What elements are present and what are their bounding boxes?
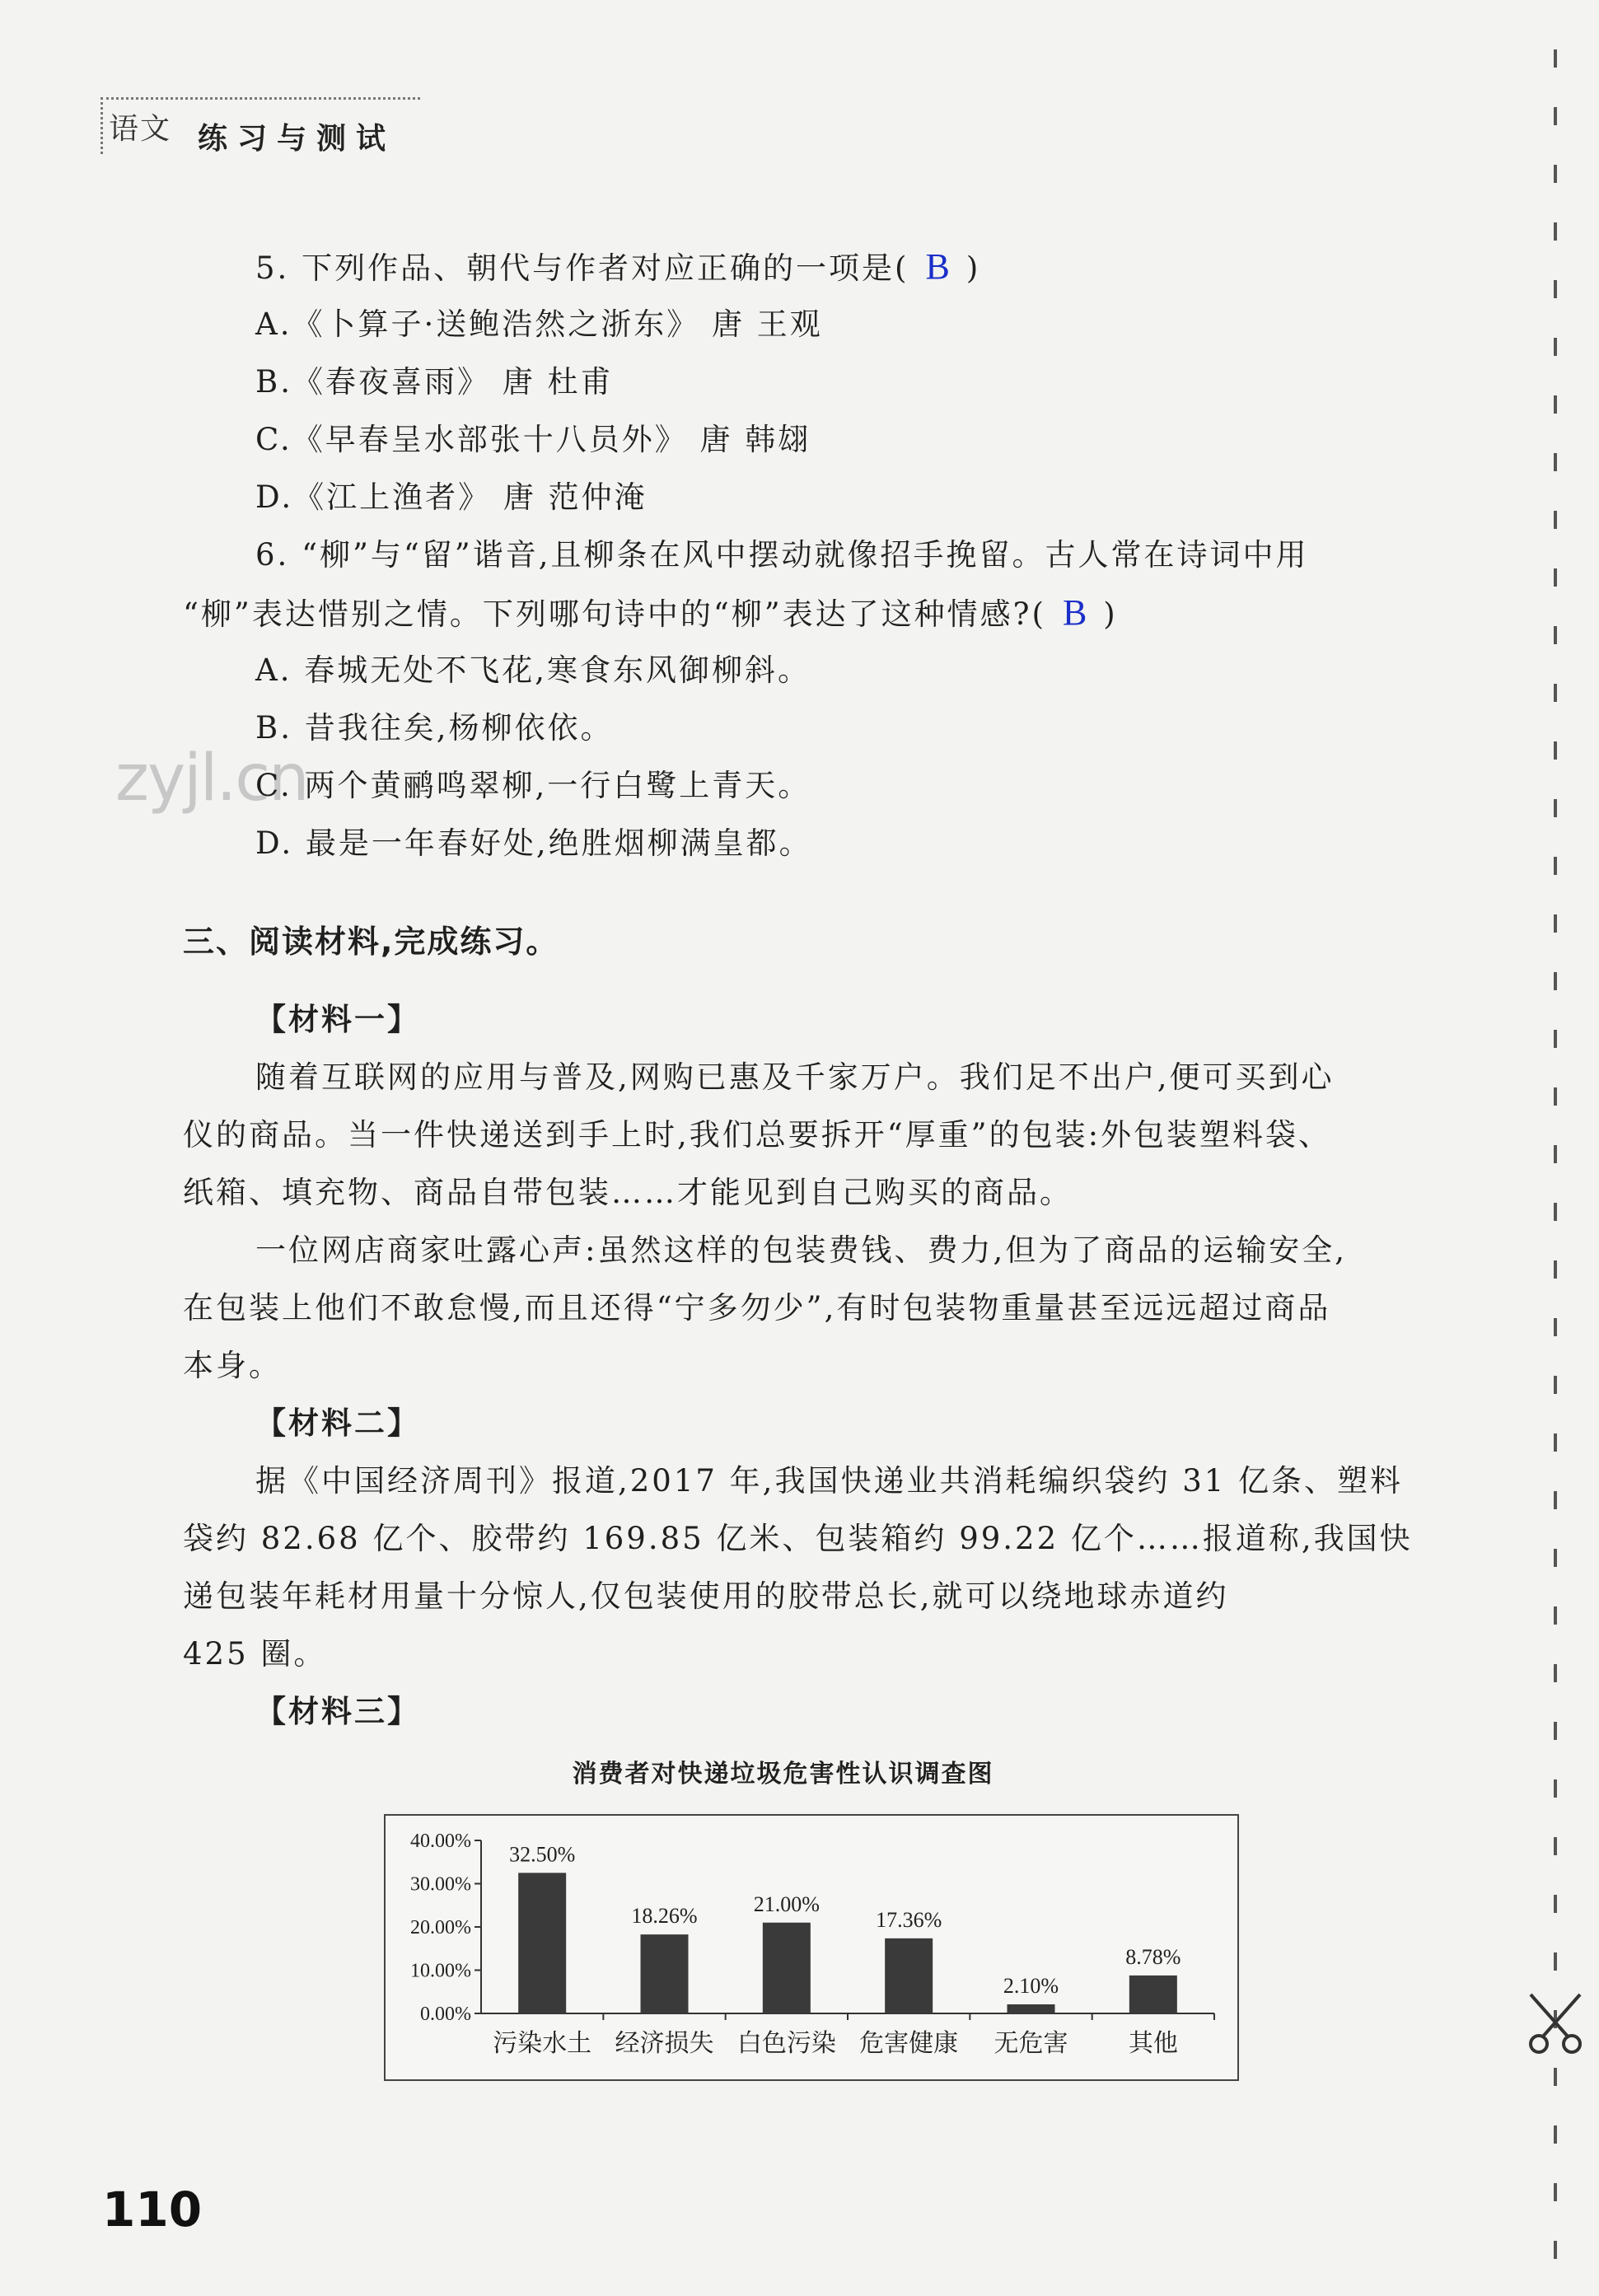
header-title: 练习与测试 [198, 122, 396, 156]
q6-stem-line1: 6. “柳”与“留”谐音,且柳条在风中摆动就像招手挽留。古人常在诗词中用 [255, 537, 1309, 573]
q5-stem-text: 5. 下列作品、朝代与作者对应正确的一项是( [255, 250, 909, 286]
data-label: 21.00% [753, 1892, 820, 1916]
category-label: 无危害 [994, 2029, 1068, 2058]
material2-line: 425 圈。 [183, 1636, 327, 1672]
data-label: 18.26% [631, 1904, 698, 1929]
data-label: 32.50% [509, 1842, 576, 1867]
material2-line: 递包装年耗材用量十分惊人,仅包装使用的胶带总长,就可以绕地球赤道约 [183, 1578, 1229, 1614]
section3-heading: 三、阅读材料,完成练习。 [183, 924, 559, 960]
q6-option-d: D. 最是一年春好处,绝胜烟柳满皇都。 [255, 825, 812, 861]
q5-stem [255, 246, 981, 287]
data-label: 17.36% [876, 1907, 942, 1932]
y-tick-label: 30.00% [410, 1873, 471, 1896]
bar [763, 1923, 811, 2013]
category-label: 污染水土 [493, 2029, 592, 2058]
bar [518, 1873, 566, 2013]
chart-title: 消费者对快递垃圾危害性认识调查图 [572, 1760, 994, 1789]
watermark: zyjl.cn [115, 741, 308, 816]
y-tick-label: 0.00% [420, 2004, 471, 2025]
y-tick-label: 10.00% [410, 1960, 471, 1982]
data-label: 2.10% [1003, 1973, 1059, 1998]
q5-close: ) [965, 250, 981, 286]
y-tick-label: 20.00% [410, 1917, 471, 1938]
material1-line: 随着互联网的应用与普及,网购已惠及千家万户。我们足不出户,便可买到心 [255, 1059, 1335, 1095]
material1-line: 本身。 [183, 1348, 282, 1383]
y-tick-label: 40.00% [410, 1831, 471, 1852]
data-label: 8.78% [1125, 1944, 1181, 1969]
material1-line: 一位网店商家吐露心声:虽然这样的包装费钱、费力,但为了商品的运输安全, [255, 1232, 1347, 1268]
q5-option-c: C.《早春呈水部张十八员外》 唐 韩翃 [255, 422, 811, 457]
q6-option-c: C. 两个黄鹂鸣翠柳,一行白鹭上青天。 [255, 768, 811, 803]
header-subject: 语文 [109, 112, 172, 146]
bar [641, 1934, 689, 2013]
bar [885, 1938, 933, 2013]
material1-line: 在包装上他们不敢怠慢,而且还得“宁多勿少”,有时包装物重量甚至远远超过商品 [183, 1290, 1331, 1326]
material3-title: 【材料三】 [255, 1694, 420, 1729]
material2-line: 袋约 82.68 亿个、胶带约 169.85 亿米、包装箱约 99.22 亿个……报道称,我国快 [183, 1521, 1413, 1556]
q6-option-b: B. 昔我往矣,杨柳依依。 [255, 710, 614, 746]
material2-title: 【材料二】 [255, 1405, 420, 1441]
bar [1129, 1976, 1177, 2013]
q6-stem-text: “柳”表达惜别之情。下列哪句诗中的“柳”表达了这种情感?( [183, 596, 1046, 632]
q5-answer: B [925, 246, 950, 287]
material2-line: 据《中国经济周刊》报道,2017 年,我国快递业共消耗编织袋约 31 亿条、塑料 [255, 1463, 1404, 1499]
scissors-icon [1522, 1990, 1588, 2055]
q6-stem-line2 [183, 592, 1118, 633]
q6-close: ) [1103, 596, 1118, 632]
cut-line [1554, 49, 1557, 2274]
material1-line: 仪的商品。当一件快递送到手上时,我们总要拆开“厚重”的包装:外包装塑料袋、 [183, 1117, 1332, 1153]
q5-option-a: A.《卜算子·送鲍浩然之浙东》 唐 王观 [255, 306, 823, 342]
category-label: 其他 [1128, 2029, 1178, 2058]
material1-title: 【材料一】 [255, 1002, 420, 1037]
page-number: 110 [102, 2181, 203, 2238]
q6-answer: B [1062, 592, 1087, 633]
q5-option-b: B.《春夜喜雨》 唐 杜甫 [255, 364, 614, 400]
category-label: 白色污染 [736, 2029, 836, 2058]
category-label: 经济损失 [615, 2029, 714, 2058]
q5-option-d: D.《江上渔者》 唐 范仲淹 [255, 479, 648, 515]
category-label: 危害健康 [859, 2029, 959, 2058]
bar [1008, 2004, 1055, 2013]
bar-chart-svg [386, 1816, 1237, 2079]
q6-option-a: A. 春城无处不飞花,寒食东风御柳斜。 [255, 652, 811, 688]
material1-line: 纸箱、填充物、商品自带包装……才能见到自己购买的商品。 [183, 1175, 1073, 1210]
bar-chart [384, 1814, 1239, 2081]
